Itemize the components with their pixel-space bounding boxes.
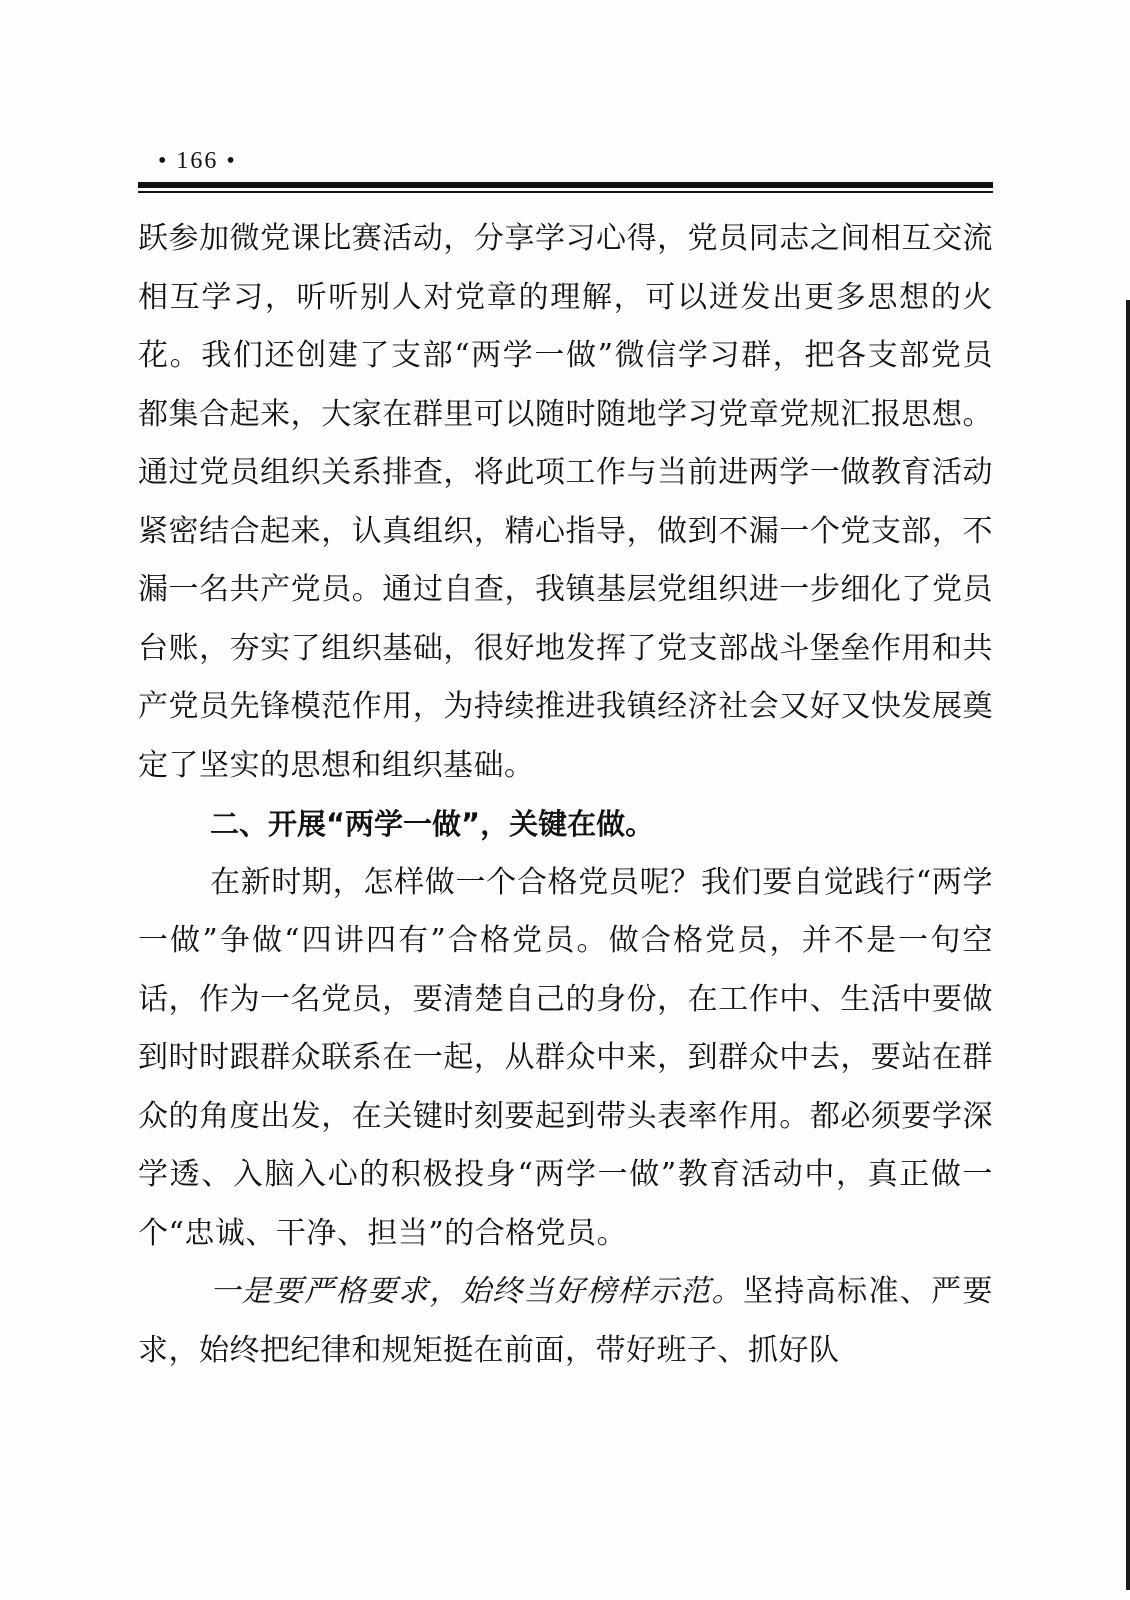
section-heading: 二、开展“两学一做”，关键在做。 [210,807,655,841]
paragraph-text: 坚持高标准、严要求，始终把纪律和规矩挺在前面，带好班子、抓好队 [138,1274,994,1368]
paragraph-lead-phrase: 一是要严格要求，始终当好榜样示范。 [210,1274,744,1309]
paragraph [138,1263,993,1380]
page-header [138,140,993,200]
paragraph: 在新时期，怎样做一个合格党员呢？我们要自觉践行“两学一做”争做“四讲四有”合格党员。做合格党员，并不是一句空话，作为一名党员，要清楚自己的身份，在工作中、生活中要做到时时跟群众联系在一起，从群众中来，到群众中去，要站在群众的角度出发，在关键时刻要起到带头表率作用。都必须要学深学透、入脑入心的积极投身“两学一做”教育活动中，真正做一个“忠诚、干净、担当”的合格党员。 [138,864,993,1251]
page-edge-shadow [1126,300,1130,1590]
body-text [138,210,993,1380]
paragraph-continued: 跃参加微党课比赛活动，分享学习心得，党员同志之间相互交流相互学习，听听别人对党章的理解，可以迸发出更多思想的火花。我们还创建了支部“两学一做”微信学习群，把各支部党员都集合起来，大家在群里可以随时随地学习党章党规汇报思想。通过党员组织关系排查，将此项工作与当前进两学一做教育活动紧密结合起来，认真组织，精心指导，做到不漏一个党支部，不漏一名共产党员。通过自查，我镇基层党组织进一步细化了党员台账，夯实了组织基础，很好地发挥了党支部战斗堡垒作用和共产党员先锋模范作用，为持续推进我镇经济社会又好又快发展奠定了坚实的思想和组织基础。 [138,221,993,783]
header-rule-thick [138,182,993,188]
page-number: • 166 • [158,148,237,174]
header-rule-thin [138,191,993,193]
